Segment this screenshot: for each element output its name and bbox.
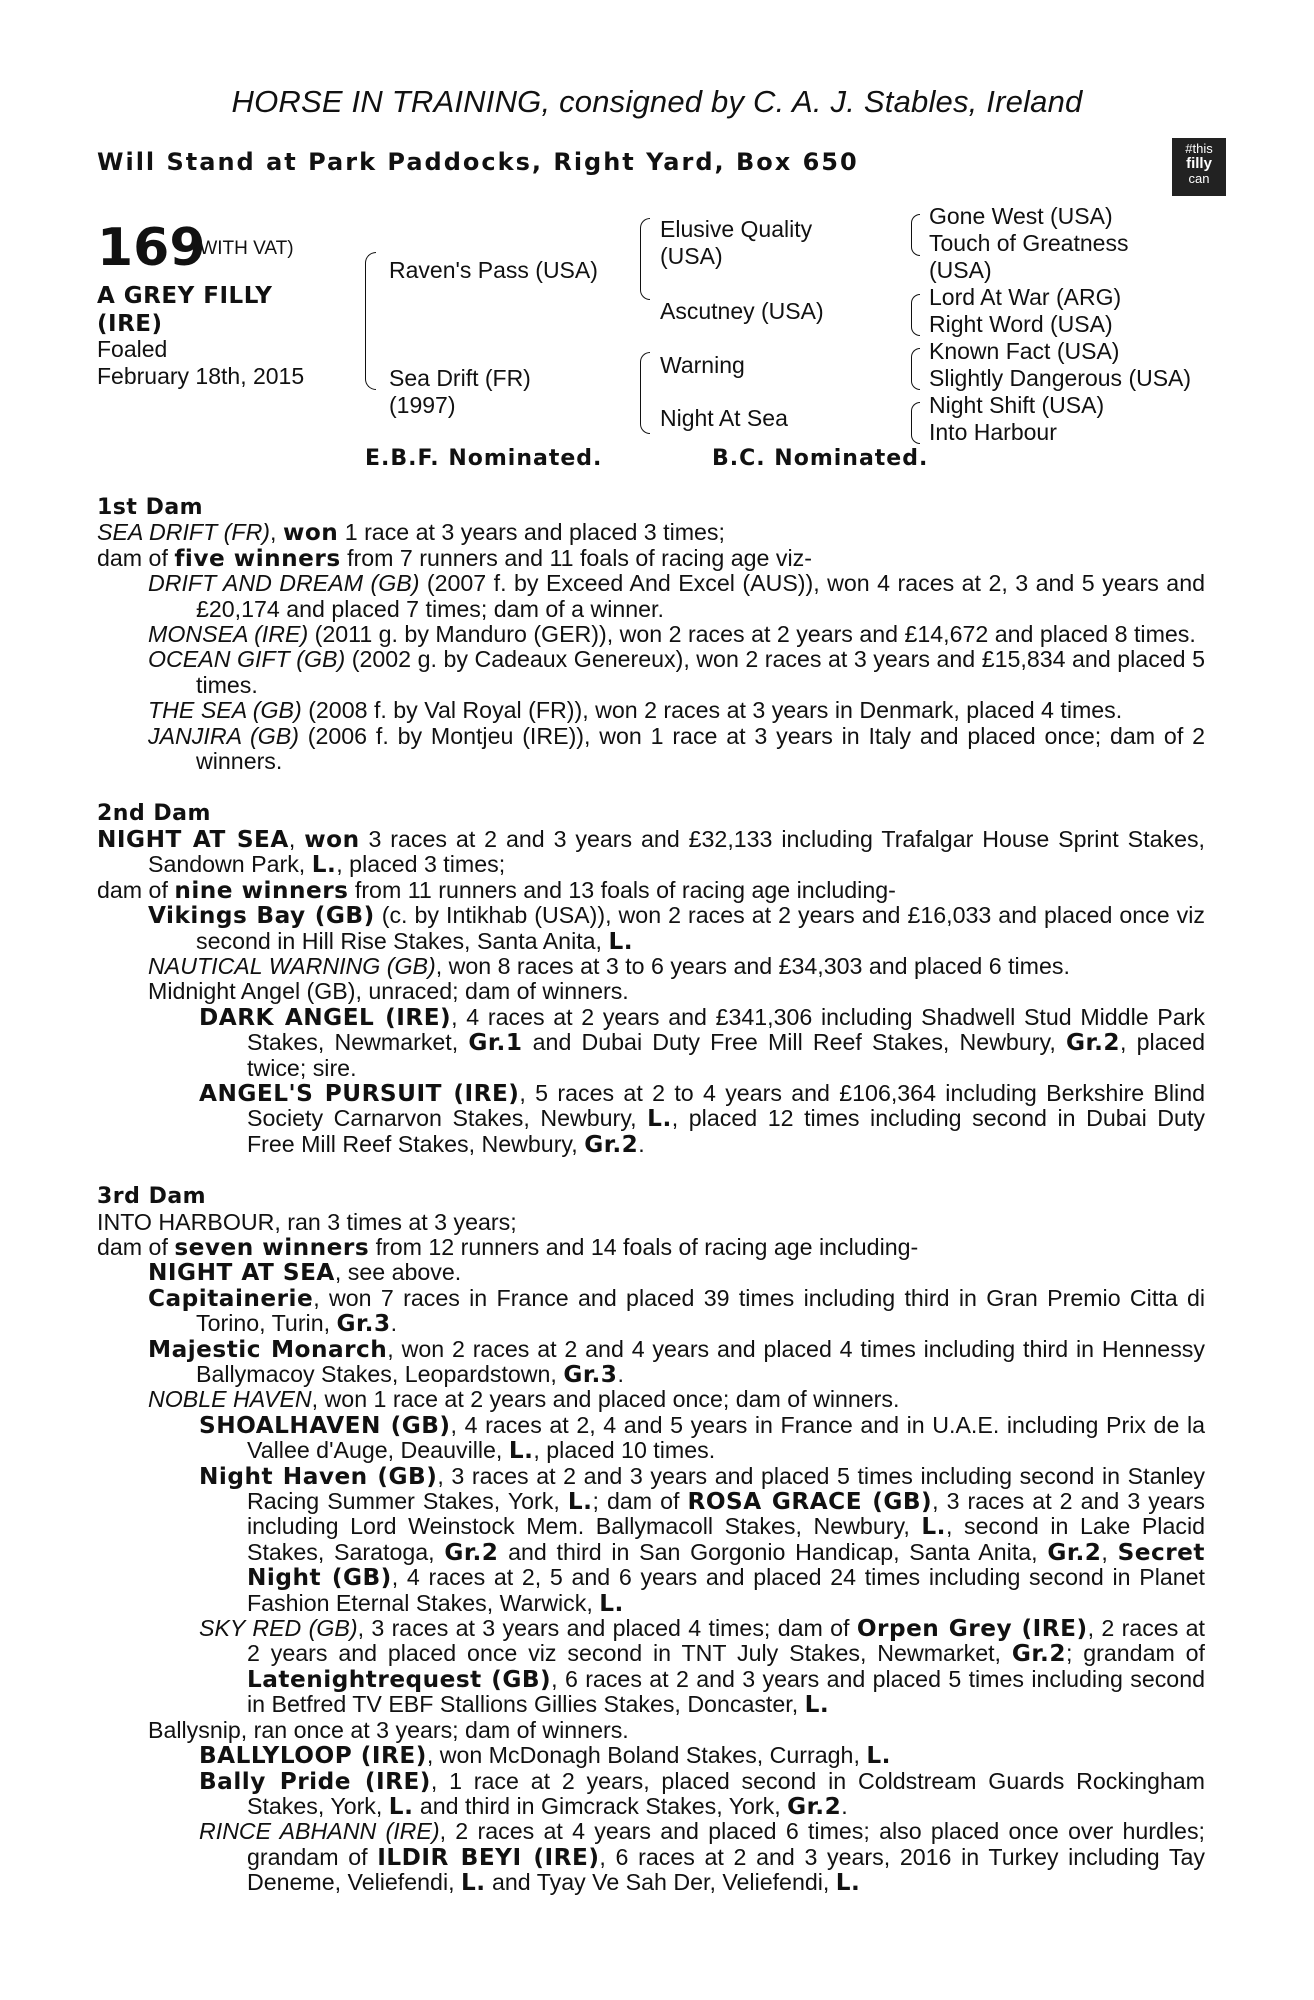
produce-entry — [97, 1718, 1205, 1743]
foaled-label: Foaled — [97, 336, 168, 362]
spacer — [97, 774, 1205, 801]
second-dam-produce-line — [97, 878, 1205, 903]
produce-name: ANGEL'S PURSUIT (IRE) — [199, 1079, 520, 1107]
produce-name: Majestic Monarch — [148, 1335, 388, 1363]
text: and third in San Gorgonio Handicap, Santa Anita, — [498, 1538, 1048, 1565]
winners-count: seven winners — [174, 1233, 370, 1261]
text: , 3 races at 3 years and placed 4 times; dam of — [357, 1615, 857, 1642]
produce-entry — [97, 1337, 1205, 1388]
produce-entry — [97, 1464, 1205, 1616]
text: , 1 race at 2 years, placed second in Coldstream Guards Rockingham Stakes, York, — [247, 1767, 1205, 1819]
text: 3 races at 2 and 3 years and £32,133 including Trafalgar House Sprint Stakes, Sandown Park, — [148, 825, 1205, 878]
pedigree-ssd-name: Touch of Greatness — [929, 230, 1129, 256]
pedigree-dss: Known Fact (USA) — [929, 338, 1120, 364]
pedigree-ss-country: (USA) — [660, 243, 723, 269]
this-filly-can-logo — [1172, 138, 1226, 196]
page-title: HORSE IN TRAINING, consigned by C. A. J. Stables, Ireland — [231, 84, 1083, 119]
logo-line-2: filly — [1186, 155, 1212, 172]
pedigree-dds: Night Shift (USA) — [929, 392, 1105, 418]
text: Midnight Angel (GB), unraced; dam of winners. — [148, 978, 629, 1005]
text: , won 1 race at 2 years and placed once; dam of winners. — [311, 1386, 900, 1413]
grade: L. — [866, 1742, 891, 1770]
pedigree-brace-dam-parents — [640, 352, 650, 434]
produce-entry — [97, 1260, 1205, 1285]
text: , 2 races at 2 years and placed once viz second in TNT July Stakes, Newmarket, — [247, 1615, 1205, 1667]
text: , second in Lake Placid Stakes, Saratoga, — [247, 1513, 1205, 1565]
pedigree-brace-4b — [911, 294, 920, 336]
produce-name: Vikings Bay (GB) — [148, 902, 375, 930]
produce-name: THE SEA (GB) — [148, 697, 302, 724]
grade: L. — [599, 1589, 624, 1617]
foaled-date: February 18th, 2015 — [97, 363, 305, 389]
produce-entry — [97, 1413, 1205, 1464]
produce-name: Secret Night (GB) — [247, 1538, 1205, 1592]
text: , — [1101, 1538, 1118, 1565]
produce-name: NIGHT AT SEA — [148, 1259, 335, 1287]
second-dam-heading: 2nd Dam — [97, 801, 211, 827]
pedigree-brace-4d — [911, 402, 920, 444]
text: ; grandam of — [1065, 1640, 1205, 1667]
logo-line-3: can — [1188, 171, 1210, 186]
text: , won McDonagh Boland Stakes, Curragh, — [426, 1742, 867, 1769]
foaled-info — [97, 336, 304, 390]
produce-entry — [97, 698, 1205, 723]
second-dam-line — [97, 827, 1205, 878]
produce-name: DRIFT AND DREAM (GB) — [148, 570, 420, 597]
spacer — [97, 1157, 1205, 1184]
text: . — [617, 1361, 624, 1387]
produce-name: Bally Pride (IRE) — [199, 1767, 431, 1795]
grade: Gr.2 — [1047, 1538, 1102, 1566]
produce-name: NOBLE HAVEN — [148, 1386, 312, 1413]
text: , won 2 races at 2 and 4 years and placed 4 times including third in Hennessy Ballymacoy Stakes, Leopardstown, — [196, 1335, 1205, 1387]
produce-entry — [97, 1286, 1205, 1337]
grade: Gr.2 — [1065, 1029, 1121, 1057]
text: (c. by Intikhab (USA)), won 2 races at 2 years and £16,033 and placed once viz second in Hill Rise Stakes, Santa Anita, — [196, 902, 1206, 954]
third-dam-produce-line — [97, 1235, 1205, 1260]
text: from 12 runners and 14 foals of racing age including- — [369, 1233, 919, 1260]
text: , 2 races at 4 years and placed 6 times; also placed once over hurdles; grandam of — [247, 1818, 1205, 1870]
produce-name: DARK ANGEL (IRE) — [199, 1003, 452, 1031]
pedigree-sire-dam: Ascutney (USA) — [660, 298, 824, 324]
pedigree-brace-sire-dam — [365, 252, 376, 390]
grade: Gr.2 — [787, 1792, 842, 1820]
produce-entry — [97, 647, 1205, 698]
grade: L. — [608, 927, 634, 955]
text: , 4 races at 2, 4 and 5 years in France and in U.A.E. including Prix de la Vallee d'Auge, Deauville, — [247, 1411, 1205, 1464]
third-dam-heading: 3rd Dam — [97, 1184, 207, 1210]
text: ; dam of — [592, 1488, 688, 1515]
text: from 11 runners and 13 foals of racing age including- — [348, 876, 896, 903]
lot-number: 169 — [97, 218, 206, 278]
grade: L. — [460, 1869, 486, 1897]
text: (2006 f. by Montjeu (IRE)), won 1 race at 3 years in Italy and placed once; dam of 2 winners. — [196, 722, 1205, 775]
produce-entry — [97, 1387, 1205, 1412]
pedigree-dam-dam: Night At Sea — [660, 405, 788, 431]
grade: Gr.2 — [584, 1130, 639, 1158]
bc-nominated: B.C. Nominated. — [712, 446, 929, 471]
pedigree-dam-name: Sea Drift (FR) — [389, 365, 531, 391]
pedigree-ss-name: Elusive Quality — [660, 216, 813, 242]
pedigree-brace-sire-parents — [640, 218, 650, 300]
grade: Gr.3 — [563, 1361, 618, 1388]
produce-entry — [97, 571, 1205, 622]
text: , won 8 races at 3 to 6 years and £34,303 and placed 6 times. — [435, 952, 1070, 979]
horse-description — [97, 282, 272, 338]
dam-name: SEA DRIFT (FR) — [97, 519, 271, 546]
text: dam of — [97, 1233, 175, 1260]
grade: Gr.3 — [336, 1310, 391, 1338]
text: , placed 10 times. — [533, 1437, 716, 1464]
pedigree-ddd: Into Harbour — [929, 419, 1057, 445]
produce-name: ROSA GRACE (GB) — [687, 1488, 933, 1516]
won-label: won — [304, 825, 360, 853]
stand-location: Will Stand at Park Paddocks, Right Yard, Box 650 — [97, 148, 859, 176]
catalogue-body — [97, 495, 1205, 1896]
produce-entry — [97, 724, 1205, 775]
grade: Gr.2 — [1011, 1640, 1066, 1668]
pedigree-ssd — [929, 230, 1128, 284]
text: , 3 races at 2 and 3 years and placed 5 times including second in Stanley Racing Summer Stakes, York, — [247, 1462, 1205, 1515]
text: dam of — [97, 876, 175, 903]
produce-name: Night Haven (GB) — [199, 1462, 438, 1490]
produce-entry — [97, 979, 1205, 1004]
first-dam-line — [97, 520, 1205, 545]
pedigree-sdd: Right Word (USA) — [929, 311, 1113, 337]
text: (2007 f. by Exceed And Excel (AUS)), won 4 races at 2, 3 and 5 years and £20,174 and placed 7 times; dam of a winner. — [196, 570, 1205, 622]
winners-count: five winners — [174, 544, 341, 572]
produce-name: ILDIR BEYI (IRE) — [377, 1843, 600, 1871]
text: (2011 g. by Manduro (GER)), won 2 races at 2 years and £14,672 and placed 8 times. — [308, 621, 1196, 648]
ebf-nominated: E.B.F. Nominated. — [365, 446, 603, 471]
text: . — [390, 1310, 398, 1337]
text: 1 race at 3 years and placed 3 times; — [338, 519, 725, 546]
first-dam-heading: 1st Dam — [97, 495, 204, 520]
grade: L. — [804, 1691, 830, 1719]
text: and Dubai Duty Free Mill Reef Stakes, Newbury, — [522, 1029, 1066, 1056]
text: , won 7 races in France and placed 39 times including third in Gran Premio Citta di Torino, Turin, — [196, 1284, 1205, 1337]
grade: L. — [647, 1105, 672, 1133]
text: , 4 races at 2, 5 and 6 years and placed 24 times including second in Planet Fashion Eternal Stakes, Warwick, — [247, 1564, 1205, 1616]
grade: L. — [835, 1869, 861, 1897]
text: Ballysnip, ran once at 3 years; dam of winners. — [148, 1716, 629, 1743]
pedigree-ssd-country: (USA) — [929, 257, 992, 283]
third-dam-line: INTO HARBOUR, ran 3 times at 3 years; — [97, 1208, 517, 1235]
produce-entry — [97, 1616, 1205, 1718]
produce-entry — [97, 1743, 1205, 1768]
produce-name: SHOALHAVEN (GB) — [199, 1411, 451, 1439]
text: , — [270, 519, 283, 546]
produce-entry — [97, 954, 1205, 979]
text: from 7 runners and 11 foals of racing age viz- — [340, 544, 812, 571]
produce-entry — [97, 1005, 1205, 1081]
text: and third in Gimcrack Stakes, York, — [413, 1792, 788, 1819]
pedigree-dam-sire: Warning — [660, 352, 745, 378]
grade: L. — [921, 1513, 946, 1541]
vat-note: (WITH VAT) — [193, 238, 294, 259]
produce-name: BALLYLOOP (IRE) — [199, 1742, 427, 1770]
text: and Tyay Ve Sah Der, Veliefendi, — [485, 1869, 836, 1896]
produce-name: SKY RED (GB) — [199, 1615, 358, 1642]
text: (2008 f. by Val Royal (FR)), won 2 races at 3 years in Denmark, placed 4 times. — [301, 697, 1123, 724]
pedigree-dam-year: (1997) — [389, 392, 456, 418]
text: , placed 3 times; — [336, 851, 506, 878]
text: , placed 12 times including second in Dubai Duty Free Mill Reef Stakes, Newbury, — [247, 1105, 1205, 1157]
produce-name: Capitainerie — [148, 1284, 314, 1312]
text: dam of — [97, 544, 175, 571]
pedigree-brace-4a — [911, 214, 920, 256]
produce-entry — [97, 903, 1205, 954]
produce-name: Orpen Grey (IRE) — [856, 1615, 1088, 1643]
pedigree-dsd: Slightly Dangerous (USA) — [929, 365, 1192, 391]
produce-entry — [97, 622, 1205, 647]
text: . — [638, 1130, 645, 1157]
produce-name: Latenightrequest (GB) — [247, 1665, 552, 1693]
grade: L. — [311, 851, 337, 879]
text: , 6 races at 2 and 3 years and placed 5 times including second in Betfred TV EBF Stallions Gillies Stakes, Doncaster, — [247, 1665, 1205, 1718]
text: (2002 g. by Cadeaux Genereux), won 2 races at 3 years and £15,834 and placed 5 times. — [196, 646, 1205, 698]
grade: L. — [508, 1437, 534, 1465]
text: , — [288, 825, 305, 852]
text: , 5 races at 2 to 4 years and £106,364 including Berkshire Blind Society Carnarvon Stakes, Newbury, — [247, 1079, 1205, 1132]
pedigree-sss: Gone West (USA) — [929, 203, 1113, 229]
grade: L. — [388, 1792, 414, 1820]
winners-count: nine winners — [174, 876, 349, 904]
pedigree-sire-sire — [660, 216, 812, 270]
pedigree-sds: Lord At War (ARG) — [929, 284, 1122, 310]
grade: Gr.2 — [444, 1538, 499, 1566]
pedigree-dam — [389, 365, 531, 419]
produce-name: JANJIRA (GB) — [148, 722, 299, 749]
text: , 3 races at 2 and 3 years including Lord Weinstock Mem. Ballymacoll Stakes, Newbury, — [247, 1488, 1205, 1540]
logo-line-1: #this — [1185, 141, 1213, 156]
produce-entry — [97, 1769, 1205, 1820]
horse-name-line-1: A GREY FILLY — [97, 283, 273, 309]
produce-name: OCEAN GIFT (GB) — [148, 646, 346, 673]
produce-name: RINCE ABHANN (IRE) — [199, 1818, 440, 1845]
produce-entry — [97, 1081, 1205, 1157]
pedigree-sire: Raven's Pass (USA) — [389, 257, 598, 283]
produce-name: MONSEA (IRE) — [148, 621, 309, 648]
text: , 6 races at 2 and 3 years, 2016 in Turkey including Tay Deneme, Veliefendi, — [247, 1843, 1205, 1896]
produce-entry — [97, 1819, 1205, 1895]
grade: Gr.1 — [468, 1029, 523, 1057]
grade: L. — [567, 1488, 593, 1516]
won-label: won — [282, 519, 339, 547]
horse-name-line-2: (IRE) — [97, 311, 163, 337]
pedigree-brace-4c — [911, 348, 920, 390]
first-dam-produce-line — [97, 546, 1205, 571]
dam-name: NIGHT AT SEA — [97, 825, 289, 853]
produce-name: NAUTICAL WARNING (GB) — [148, 952, 436, 979]
text: . — [841, 1792, 848, 1819]
text: , see above. — [334, 1259, 462, 1286]
text: , placed twice; sire. — [247, 1029, 1205, 1081]
text: , 4 races at 2 years and £341,306 including Shadwell Stud Middle Park Stakes, Newmarket, — [247, 1003, 1205, 1056]
